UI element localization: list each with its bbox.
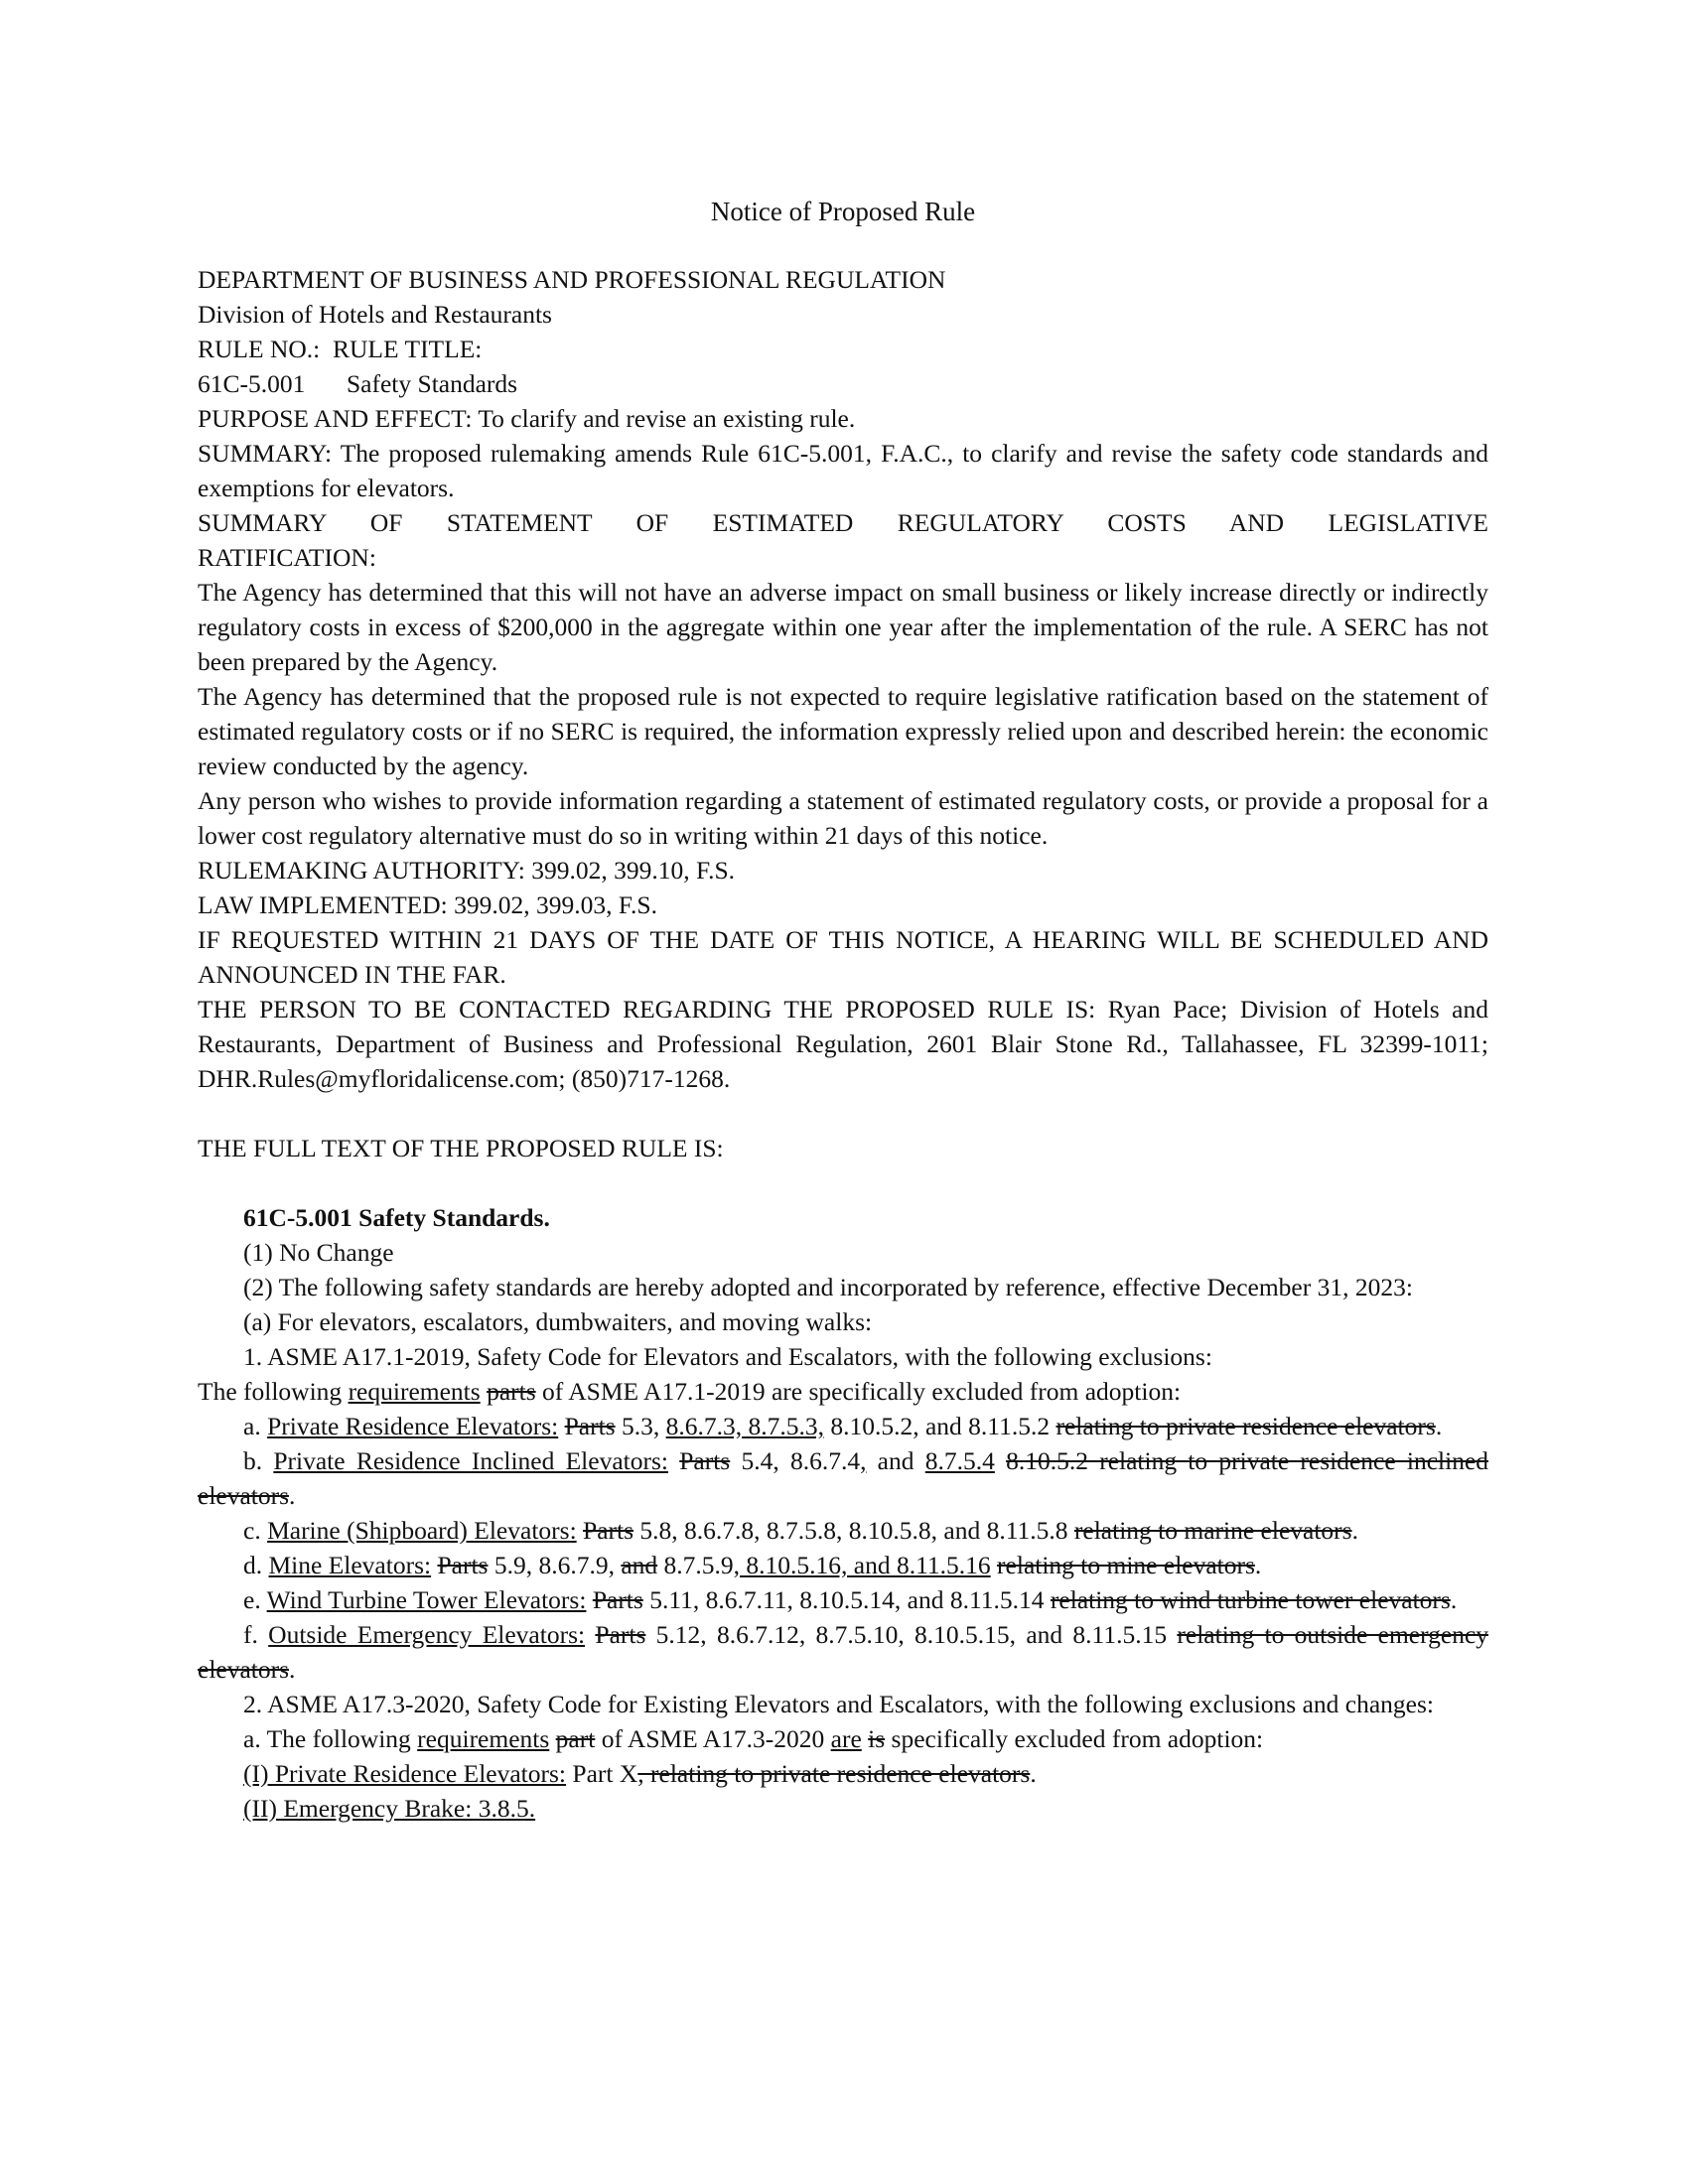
rule-heading: 61C-5.001 Safety Standards. — [243, 1203, 550, 1232]
rulemaking-authority: RULEMAKING AUTHORITY: 399.02, 399.10, F.S. — [198, 856, 736, 885]
department-line: DEPARTMENT OF BUSINESS AND PROFESSIONAL REGULATION — [198, 265, 946, 294]
item-1: 1. ASME A17.1-2019, Safety Code for Elevators and Escalators, with the following exclusions: — [243, 1342, 1212, 1371]
full-text-heading: THE FULL TEXT OF THE PROPOSED RULE IS: — [198, 1134, 724, 1162]
exclusion-f: f. Outside Emergency Elevators: Parts 5.12, 8.6.7.12, 8.7.5.10, 8.10.5.15, and 8.11.5.15 relating to outside emergency elevators. — [198, 1620, 1489, 1684]
division-line: Division of Hotels and Restaurants — [198, 300, 552, 329]
exclusion-intro: The following requirements parts of ASME A17.1-2019 are specifically excluded from adoption: — [198, 1377, 1182, 1406]
page-title: Notice of Proposed Rule — [710, 197, 976, 226]
rule-labels-line — [198, 332, 1488, 366]
rule-title: Safety Standards — [347, 369, 518, 398]
rule-number: 61C-5.001 — [198, 369, 306, 398]
item-2a: a. The following requirements part of ASME A17.3-2020 are is specifically excluded from adoption: — [243, 1724, 1264, 1753]
serc-paragraph-2: The Agency has determined that the proposed rule is not expected to require legislative ratification based on the statement of estimated regulatory costs or if no SERC is required, the information expressly relied upon and described herein: the economic review conducted by the agency. — [198, 682, 1488, 780]
item-2: 2. ASME A17.3-2020, Safety Code for Existing Elevators and Escalators, with the following exclusions and changes: — [243, 1690, 1435, 1718]
subsection-2: (2) The following safety standards are hereby adopted and incorporated by reference, effective December 31, 2023: — [243, 1273, 1413, 1301]
law-implemented: LAW IMPLEMENTED: 399.02, 399.03, F.S. — [198, 890, 657, 919]
document-page — [198, 195, 1488, 1826]
subsection-1: (1) No Change — [243, 1238, 394, 1267]
exclusion-e: e. Wind Turbine Tower Elevators: Parts 5.11, 8.6.7.11, 8.10.5.14, and 8.11.5.14 relating to wind turbine tower elevators. — [243, 1585, 1458, 1614]
hearing-notice: IF REQUESTED WITHIN 21 DAYS OF THE DATE OF THIS NOTICE, A HEARING WILL BE SCHEDULED AND ANNOUNCED IN THE FAR. — [198, 925, 1488, 989]
summary-paragraph: SUMMARY: The proposed rulemaking amends Rule 61C-5.001, F.A.C., to clarify and revise the safety code standards and exemptions for elevators. — [198, 439, 1488, 502]
serc-heading-line2: RATIFICATION: — [198, 543, 376, 572]
item-2a-i: (I) Private Residence Elevators: Part X, relating to private residence elevators. — [243, 1759, 1037, 1788]
exclusion-a: a. Private Residence Elevators: Parts 5.3, 8.6.7.3, 8.7.5.3, 8.10.5.2, and 8.11.5.2 relating to private residence elevators. — [243, 1412, 1443, 1440]
rule-values-line — [198, 366, 1488, 401]
purpose-line: PURPOSE AND EFFECT: To clarify and revise an existing rule. — [198, 404, 856, 433]
item-2a-ii: (II) Emergency Brake: 3.8.5. — [243, 1794, 536, 1823]
serc-paragraph-1: The Agency has determined that this will not have an adverse impact on small business or likely increase directly or indirectly regulatory costs in excess of $200,000 in the aggregate within one year after the implementation of the rule. A SERC has not been prepared by the Agency. — [198, 578, 1488, 676]
contact-paragraph: THE PERSON TO BE CONTACTED REGARDING THE PROPOSED RULE IS: Ryan Pace; Division of Hotels and Restaurants, Department of Business and Professional Regulation, 2601 Blair Stone Rd., Tallahassee, FL 32399-1011; DHR.Rules@myfloridalicense.com; (850)717-1268. — [198, 995, 1488, 1093]
exclusion-b: b. Private Residence Inclined Elevators: Parts 5.4, 8.6.7.4, and 8.7.5.4 8.10.5.2 relating to private residence inclined elevators. — [198, 1446, 1489, 1510]
exclusion-c: c. Marine (Shipboard) Elevators: Parts 5.8, 8.6.7.8, 8.7.5.8, 8.10.5.8, and 8.11.5.8 relating to marine elevators. — [243, 1516, 1358, 1545]
serc-heading-line1: SUMMARY OF STATEMENT OF ESTIMATED REGULATORY COSTS AND LEGISLATIVE — [198, 508, 1488, 537]
serc-paragraph-3: Any person who wishes to provide information regarding a statement of estimated regulatory costs, or provide a proposal for a lower cost regulatory alternative must do so in writing within 21 days of this notice. — [198, 786, 1488, 850]
subsection-2a: (a) For elevators, escalators, dumbwaiters, and moving walks: — [243, 1307, 873, 1336]
rule-no-label: RULE NO.: — [198, 335, 321, 363]
exclusion-d: d. Mine Elevators: Parts 5.9, 8.6.7.9, and 8.7.5.9, 8.10.5.16, and 8.11.5.16 relating to mine elevators. — [243, 1551, 1262, 1579]
rule-title-label: RULE TITLE: — [333, 335, 483, 363]
